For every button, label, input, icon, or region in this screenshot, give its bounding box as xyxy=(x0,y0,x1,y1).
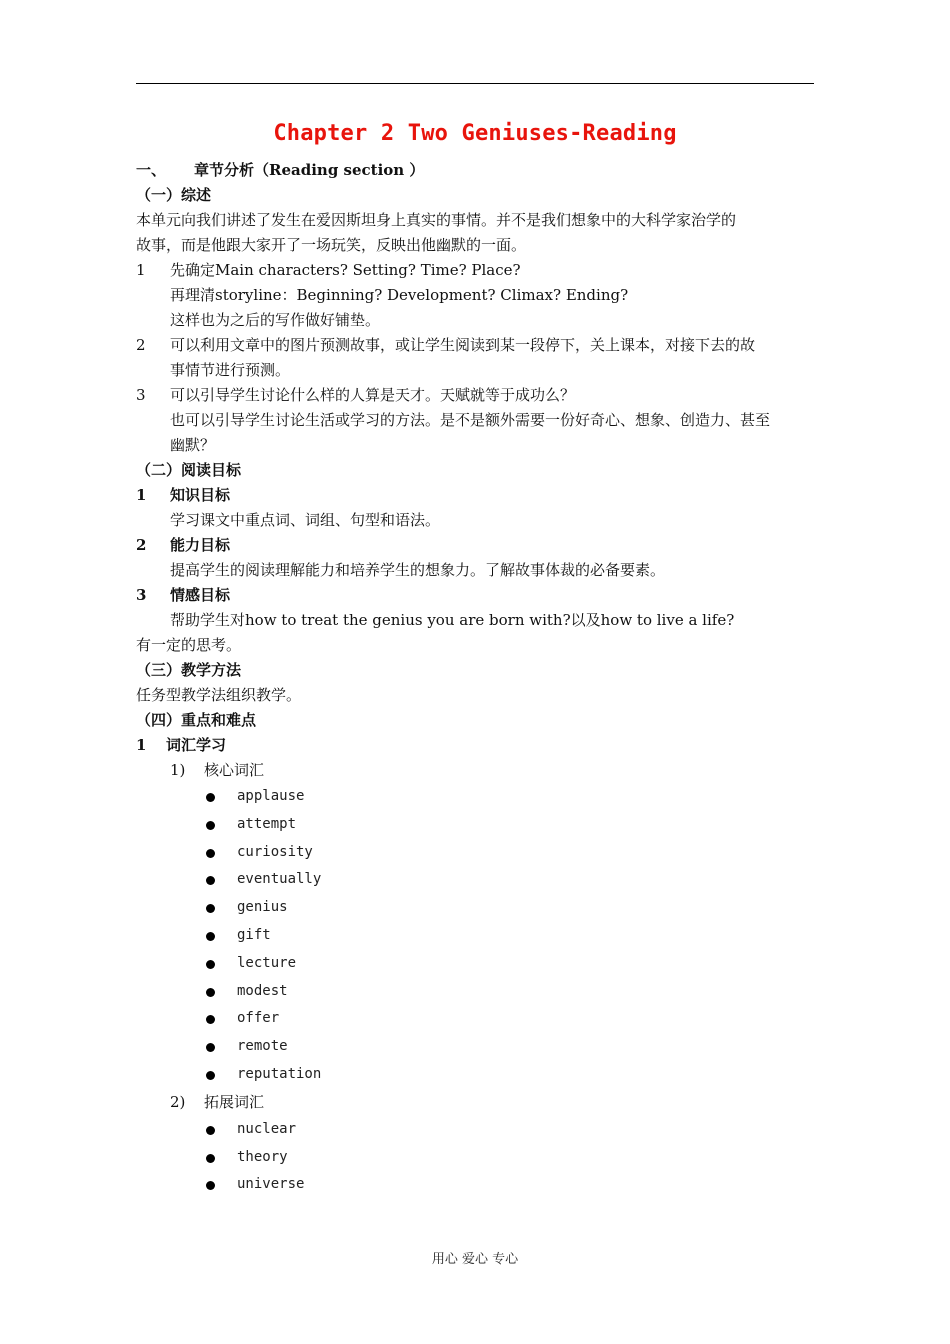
objective-text: 帮助学生对how to treat the genius you are born with?以及how to live a life? xyxy=(170,611,735,629)
extended-vocab-list xyxy=(136,1116,816,1199)
list-item xyxy=(204,839,816,867)
objective-item xyxy=(136,483,816,508)
list-item xyxy=(204,811,816,839)
bullet-icon xyxy=(206,793,215,802)
sub-number: 2) xyxy=(170,1092,186,1111)
objective-text: 学习课文中重点词、词组、句型和语法。 xyxy=(170,511,441,529)
list-item xyxy=(204,1144,816,1172)
list-item xyxy=(204,1171,816,1199)
section-heading xyxy=(136,158,816,183)
list-item xyxy=(204,1061,816,1089)
list-item xyxy=(204,1116,816,1144)
focus-heading: （四）重点和难点 xyxy=(136,711,257,729)
vocab-heading xyxy=(136,733,816,758)
bullet-icon xyxy=(206,1071,215,1080)
objective-text: 有一定的思考。 xyxy=(136,636,242,654)
bullet-icon xyxy=(206,1181,215,1190)
overview-heading: （一）综述 xyxy=(136,186,212,204)
vocab-word: genius xyxy=(237,899,288,916)
method-heading: （三）教学方法 xyxy=(136,661,242,679)
list-item xyxy=(204,922,816,950)
vocab-word: eventually xyxy=(237,871,322,888)
vocab-word: nuclear xyxy=(237,1120,297,1137)
overview-item xyxy=(136,258,816,283)
objective-label: 知识目标 xyxy=(170,486,231,504)
core-vocab-heading xyxy=(136,758,816,783)
bullet-icon xyxy=(206,932,215,941)
vocab-word: applause xyxy=(237,788,305,804)
item-number: 1 xyxy=(136,486,147,504)
bullet-icon xyxy=(206,1154,215,1163)
vocab-word: gift xyxy=(237,926,271,943)
vocab-label: 词汇学习 xyxy=(166,736,227,754)
core-vocab-list xyxy=(136,783,816,1089)
item-text: 先确定Main characters? Setting? Time? Place? xyxy=(170,261,521,279)
item-text: 幽默？ xyxy=(170,436,216,454)
section-number: 一、 xyxy=(136,161,167,179)
list-item xyxy=(204,783,816,811)
bullet-icon xyxy=(206,960,215,969)
item-number: 3 xyxy=(136,386,146,404)
item-number: 1 xyxy=(136,261,146,279)
objective-item xyxy=(136,583,816,608)
bullet-icon xyxy=(206,1126,215,1135)
list-item xyxy=(204,978,816,1006)
header-rule xyxy=(136,83,814,84)
item-number: 2 xyxy=(136,536,147,554)
overview-item xyxy=(136,383,816,408)
extended-vocab-heading xyxy=(136,1089,816,1116)
vocab-word: lecture xyxy=(237,954,297,971)
bullet-icon xyxy=(206,876,215,885)
overview-item xyxy=(136,333,816,358)
vocab-word: reputation xyxy=(237,1065,322,1082)
list-item xyxy=(204,1005,816,1033)
bullet-icon xyxy=(206,849,215,858)
vocab-word: remote xyxy=(237,1038,288,1055)
overview-paragraph-line: 故事，而是他跟大家开了一场玩笑，反映出他幽默的一面。 xyxy=(136,236,527,254)
document-body xyxy=(136,158,816,1199)
page-footer: 用心 爱心 专心 xyxy=(431,1252,519,1267)
method-text: 任务型教学法组织教学。 xyxy=(136,686,302,704)
vocab-word: theory xyxy=(237,1148,288,1165)
sub-label: 拓展词汇 xyxy=(204,1092,265,1111)
objectives-heading: （二）阅读目标 xyxy=(136,461,242,479)
item-text: 也可以引导学生讨论生活或学习的方法。是不是额外需要一份好奇心、想象、创造力、甚至 xyxy=(170,411,771,429)
vocab-word: universe xyxy=(237,1176,305,1193)
bullet-icon xyxy=(206,1043,215,1052)
bullet-icon xyxy=(206,988,215,997)
overview-paragraph-line: 本单元向我们讲述了发生在爱因斯坦身上真实的事情。并不是我们想象中的大科学家治学的 xyxy=(136,211,737,229)
item-text: 可以引导学生讨论什么样的人算是天才。天赋就等于成功么？ xyxy=(170,386,576,404)
vocab-word: modest xyxy=(237,982,288,999)
list-item xyxy=(204,950,816,978)
sub-label: 核心词汇 xyxy=(204,761,265,779)
vocab-word: attempt xyxy=(237,815,297,832)
objective-label: 能力目标 xyxy=(170,536,231,554)
vocab-word: offer xyxy=(237,1010,280,1027)
item-text: 这样也为之后的写作做好铺垫。 xyxy=(170,311,381,329)
bullet-icon xyxy=(206,904,215,913)
list-item xyxy=(204,1033,816,1061)
item-text: 事情节进行预测。 xyxy=(170,361,291,379)
sub-number: 1) xyxy=(170,761,186,779)
objective-item xyxy=(136,533,816,558)
section-label: 章节分析（Reading section ） xyxy=(194,161,425,179)
item-text: 可以利用文章中的图片预测故事，或让学生阅读到某一段停下，关上课本，对接下去的故 xyxy=(170,336,756,354)
list-item xyxy=(204,894,816,922)
item-number: 3 xyxy=(136,586,147,604)
objective-text: 提高学生的阅读理解能力和培养学生的想象力。了解故事体裁的必备要素。 xyxy=(170,561,666,579)
page-title: Chapter 2 Two Geniuses-Reading xyxy=(273,121,677,146)
item-number: 1 xyxy=(136,736,147,754)
list-item xyxy=(204,866,816,894)
item-number: 2 xyxy=(136,336,146,354)
vocab-word: curiosity xyxy=(237,843,313,860)
objective-label: 情感目标 xyxy=(170,586,231,604)
bullet-icon xyxy=(206,821,215,830)
item-text: 再理清storyline：Beginning? Development? Climax? Ending? xyxy=(170,286,629,304)
bullet-icon xyxy=(206,1015,215,1024)
